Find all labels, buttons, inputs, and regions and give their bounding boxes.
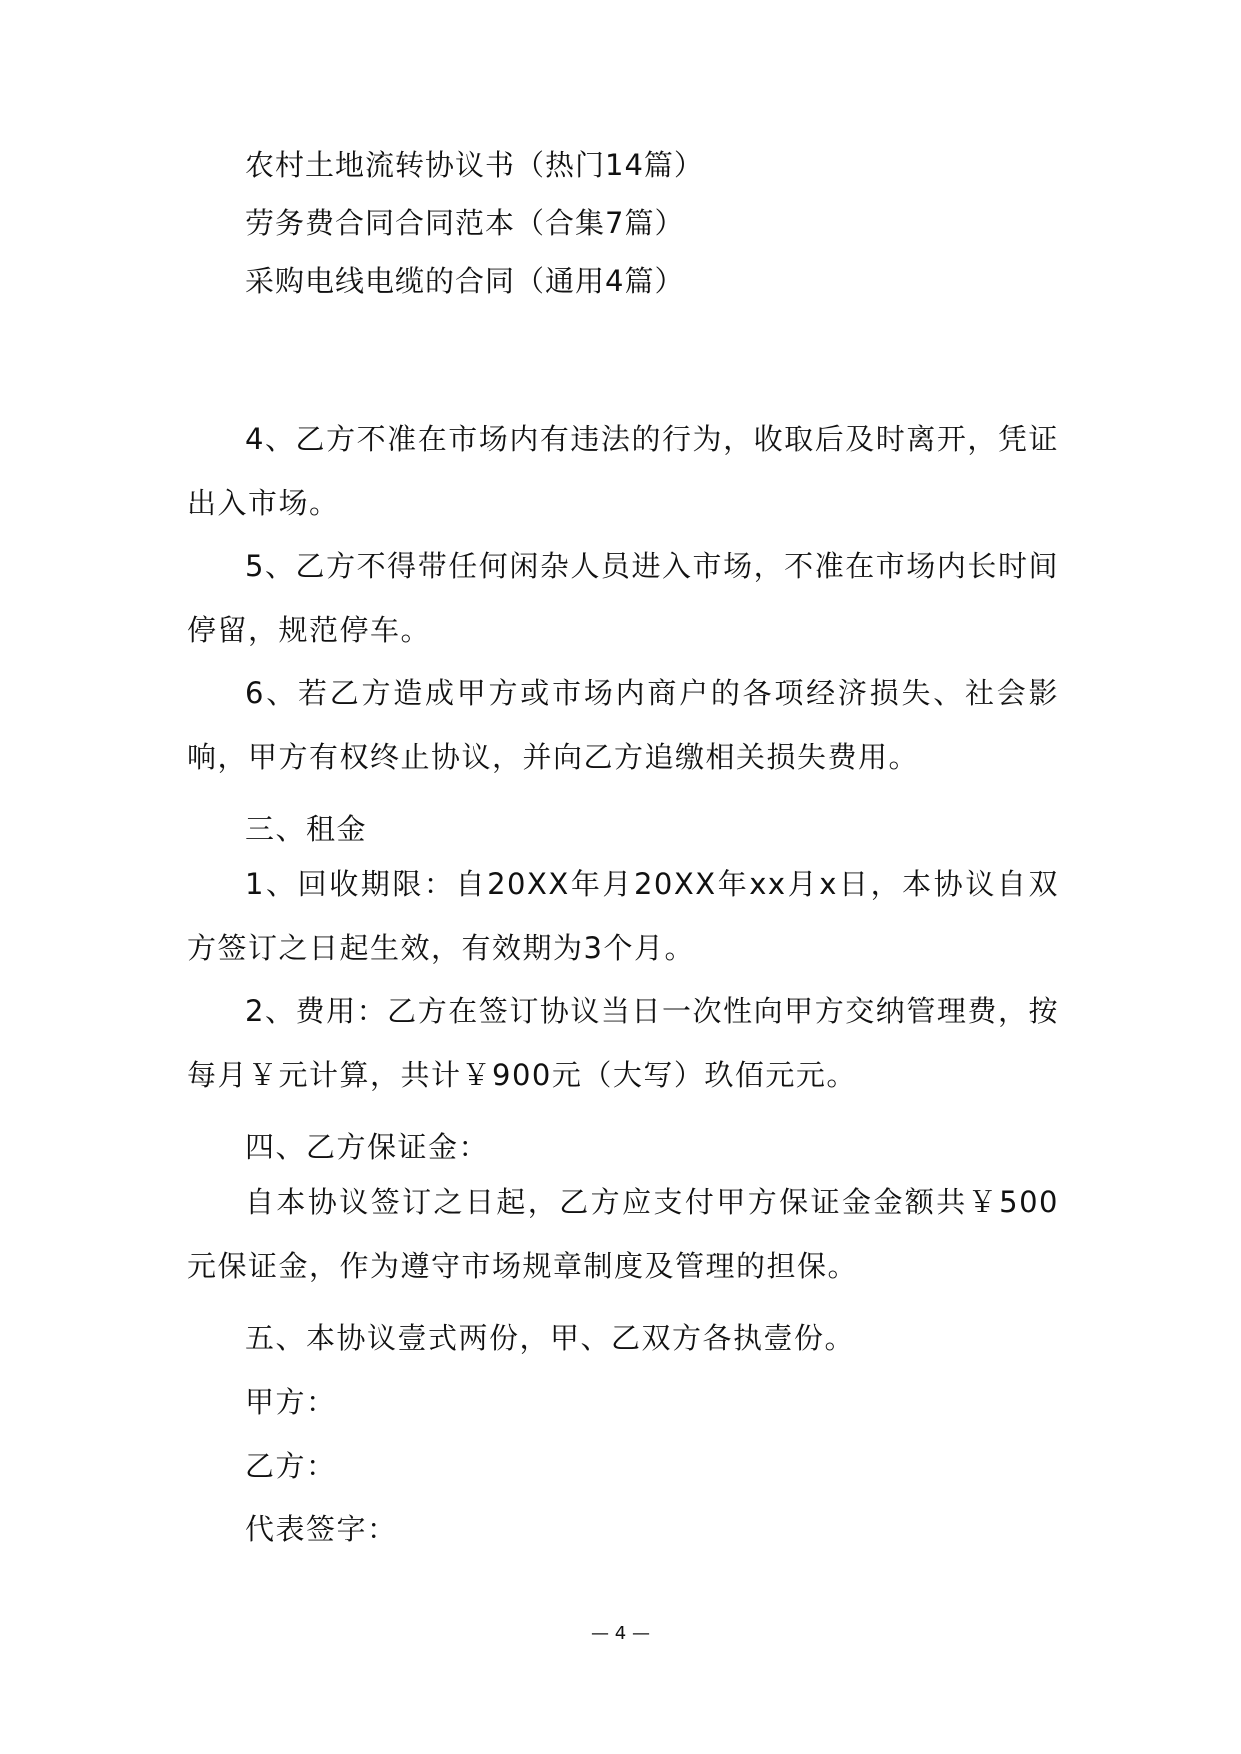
section-3-item-1: 1、回收期限：自20XX年月20XX年xx月x日，本协议自双方签订之日起生效，有效期为3个月。 (187, 867, 1059, 965)
section-3-item-2: 2、费用：乙方在签订协议当日一次性向甲方交纳管理费，按每月￥元计算，共计￥900元（大写）玖佰元元。 (187, 994, 1059, 1092)
clause-4: 4、乙方不准在市场内有违法的行为，收取后及时离开，凭证出入市场。 (187, 422, 1059, 520)
signature-representative: 代表签字： (245, 1512, 398, 1546)
related-link-3[interactable]: 采购电线电缆的合同（通用4篇） (245, 264, 685, 298)
clause-6: 6、若乙方造成甲方或市场内商户的各项经济损失、社会影响，甲方有权终止协议，并向乙方追缴相关损失费用。 (187, 676, 1059, 774)
section-5-title: 五、本协议壹式两份，甲、乙双方各执壹份。 (245, 1321, 856, 1355)
signature-party-a: 甲方： (245, 1385, 337, 1419)
signature-party-b: 乙方： (245, 1449, 337, 1483)
section-4-body: 自本协议签订之日起，乙方应支付甲方保证金金额共￥500元保证金，作为遵守市场规章制度及管理的担保。 (187, 1185, 1059, 1283)
related-link-1[interactable]: 农村土地流转协议书（热门14篇） (245, 148, 704, 182)
clause-5: 5、乙方不得带任何闲杂人员进入市场，不准在市场内长时间停留，规范停车。 (187, 549, 1059, 647)
related-link-2[interactable]: 劳务费合同合同范本（合集7篇） (245, 206, 685, 240)
section-4-title: 四、乙方保证金： (245, 1130, 490, 1164)
page-number: — 4 — (591, 1623, 650, 1644)
section-3-title: 三、租金 (245, 812, 368, 846)
